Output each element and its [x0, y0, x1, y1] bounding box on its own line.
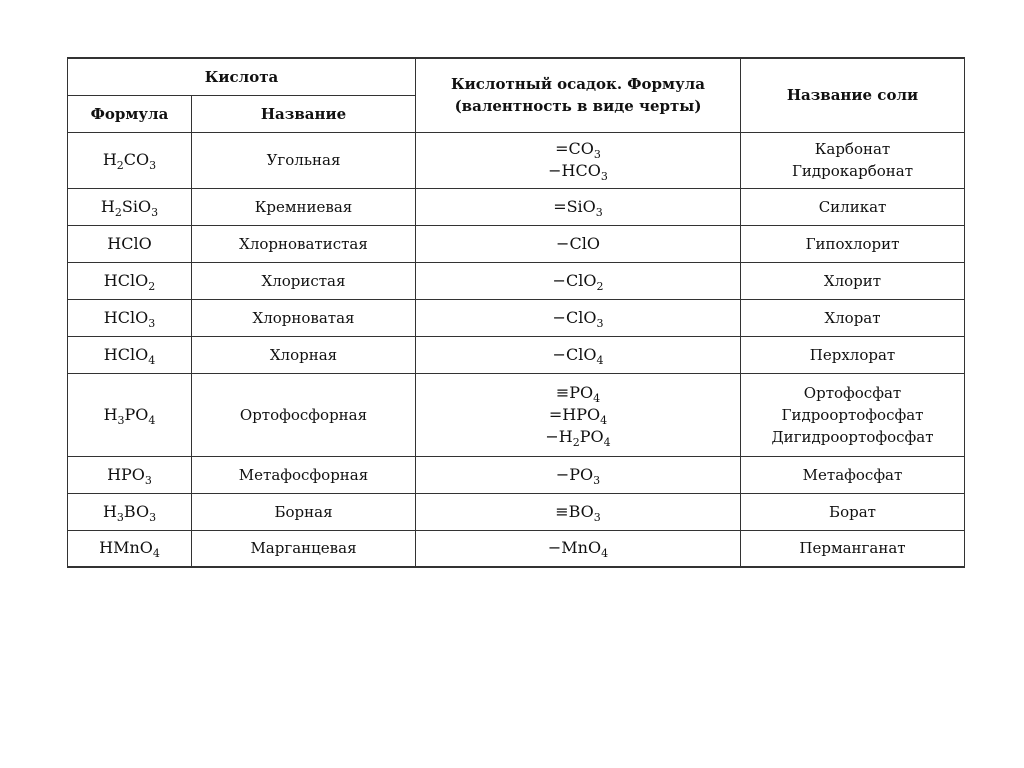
formula-subscript: 3	[117, 413, 125, 427]
acid-name: Кремниевая	[192, 188, 416, 225]
residue-line	[420, 382, 736, 404]
acid-formula	[68, 373, 192, 456]
formula-subscript: 4	[603, 435, 611, 449]
formula-text: SiO	[121, 196, 152, 216]
acid-name: Метафосфорная	[192, 456, 416, 493]
salt-name-line: Перманганат	[799, 539, 906, 558]
acid-residue	[416, 299, 741, 336]
formula-text: −H	[545, 426, 573, 446]
salt-name	[741, 336, 965, 373]
acid-residue	[416, 188, 741, 225]
acid-formula	[68, 530, 192, 567]
residue-line	[420, 233, 736, 255]
acid-name: Борная	[192, 493, 416, 530]
table-row	[68, 225, 965, 262]
formula-subscript: 4	[148, 353, 156, 367]
formula-text: −ClO	[552, 307, 597, 327]
salt-name-line: Дигидроортофосфат	[771, 427, 934, 446]
residue-line	[420, 138, 736, 160]
formula-subscript: 4	[600, 413, 608, 427]
acid-formula	[68, 188, 192, 225]
header-residue: Кислотный осадок. Формула (валентность в виде черты)	[416, 58, 741, 132]
table-row	[68, 299, 965, 336]
formula-subscript: 2	[596, 279, 604, 293]
salt-name	[741, 373, 965, 456]
table-row	[68, 456, 965, 493]
acid-name: Хлористая	[192, 262, 416, 299]
salt-name	[741, 530, 965, 567]
formula-text: HMnO	[99, 538, 153, 558]
formula-text: HClO	[103, 307, 149, 327]
acid-name: Угольная	[192, 132, 416, 188]
formula-text: PO	[579, 426, 604, 446]
formula-subscript: 3	[149, 159, 157, 172]
formula-subscript: 3	[149, 510, 157, 524]
acid-residue	[416, 530, 741, 567]
acid-formula	[68, 262, 192, 299]
residue-line	[420, 501, 736, 523]
residue-line	[420, 196, 736, 218]
table-body	[68, 132, 965, 567]
header-salt: Название соли	[741, 58, 965, 132]
acid-formula	[68, 493, 192, 530]
formula-text: H	[100, 196, 115, 216]
formula-text: −ClO	[552, 344, 597, 364]
salt-name-line: Перхлорат	[809, 345, 896, 364]
formula-text: −HCO	[548, 161, 601, 180]
formula-text: −ClO	[552, 270, 597, 290]
formula-subscript: 2	[572, 435, 580, 449]
acid-formula	[68, 225, 192, 262]
salt-name-line: Карбонат	[814, 140, 891, 158]
table-row	[68, 336, 965, 373]
formula-text: CO	[123, 150, 150, 169]
salt-name	[741, 188, 965, 225]
formula-subscript: 3	[151, 205, 159, 219]
salt-name-line: Гипохлорит	[805, 234, 900, 253]
formula-subscript: 3	[593, 148, 601, 161]
acid-name: Марганцевая	[192, 530, 416, 567]
formula-text: ≡BO	[555, 501, 594, 521]
formula-text: H	[102, 501, 117, 521]
formula-text: =SiO	[553, 196, 596, 216]
salt-name	[741, 456, 965, 493]
acid-name: Хлорноватая	[192, 299, 416, 336]
header-name: Название	[192, 95, 416, 132]
residue-line	[420, 404, 736, 426]
formula-text: HClO	[107, 233, 152, 253]
salt-name	[741, 493, 965, 530]
acid-residue	[416, 493, 741, 530]
formula-text: −PO	[555, 464, 594, 484]
salt-name-line: Хлорат	[824, 308, 881, 327]
acid-residue	[416, 456, 741, 493]
acid-residue	[416, 262, 741, 299]
residue-line	[420, 160, 736, 182]
salt-name-line: Метафосфат	[802, 465, 903, 484]
salt-name-line: Силикат	[818, 197, 887, 216]
residue-line	[420, 464, 736, 486]
formula-text: −MnO	[547, 538, 602, 558]
formula-subscript: 3	[593, 510, 601, 524]
formula-subscript: 3	[596, 316, 604, 330]
table-row	[68, 493, 965, 530]
salt-name	[741, 299, 965, 336]
salt-name-line: Борат	[829, 502, 876, 521]
acid-formula	[68, 336, 192, 373]
salt-name-line: Ортофосфат	[803, 383, 902, 402]
formula-text: PO	[124, 404, 149, 424]
residue-line	[420, 537, 736, 559]
formula-subscript: 2	[114, 205, 122, 219]
residue-line	[420, 307, 736, 329]
formula-text: H	[102, 150, 117, 169]
header-formula: Формула	[68, 95, 192, 132]
table-row	[68, 188, 965, 225]
salt-name	[741, 132, 965, 188]
formula-text: HClO	[103, 270, 149, 290]
formula-subscript: 4	[593, 391, 601, 405]
formula-subscript: 2	[148, 279, 156, 293]
formula-text: H	[103, 404, 118, 424]
salt-name-line: Гидрокарбонат	[791, 162, 914, 180]
table-row	[68, 132, 965, 188]
formula-subscript: 4	[596, 353, 604, 367]
formula-text: HClO	[103, 344, 149, 364]
acid-residue	[416, 336, 741, 373]
formula-subscript: 3	[593, 473, 601, 487]
formula-subscript: 4	[152, 547, 160, 561]
acid-residue	[416, 373, 741, 456]
formula-text: ≡PO	[555, 382, 594, 402]
formula-subscript: 4	[601, 547, 609, 561]
acid-formula	[68, 132, 192, 188]
acid-name: Ортофосфорная	[192, 373, 416, 456]
residue-line	[420, 426, 736, 448]
acid-name: Хлорная	[192, 336, 416, 373]
table-row	[68, 262, 965, 299]
formula-text: BO	[123, 501, 150, 521]
header-acid: Кислота	[68, 58, 416, 95]
formula-text: =HPO	[548, 404, 601, 424]
formula-subscript: 4	[148, 413, 156, 427]
formula-text: =CO	[555, 139, 594, 158]
formula-text: −ClO	[556, 233, 600, 253]
acid-residue	[416, 225, 741, 262]
formula-subscript: 2	[116, 159, 124, 172]
formula-subscript: 3	[144, 473, 152, 487]
table-row	[68, 373, 965, 456]
formula-subscript: 3	[148, 316, 156, 330]
formula-text: HPO	[107, 464, 145, 484]
table-row	[68, 530, 965, 567]
formula-subscript: 3	[595, 205, 603, 219]
salt-name-line: Хлорит	[823, 271, 882, 290]
acids-table	[67, 57, 965, 568]
salt-name-line: Гидроортофосфат	[781, 405, 924, 424]
formula-subscript: 3	[116, 510, 124, 524]
acid-name: Хлорноватистая	[192, 225, 416, 262]
acid-formula	[68, 299, 192, 336]
acid-residue	[416, 132, 741, 188]
residue-line	[420, 270, 736, 292]
salt-name	[741, 262, 965, 299]
salt-name	[741, 225, 965, 262]
acid-formula	[68, 456, 192, 493]
residue-line	[420, 344, 736, 366]
formula-subscript: 3	[600, 170, 608, 183]
